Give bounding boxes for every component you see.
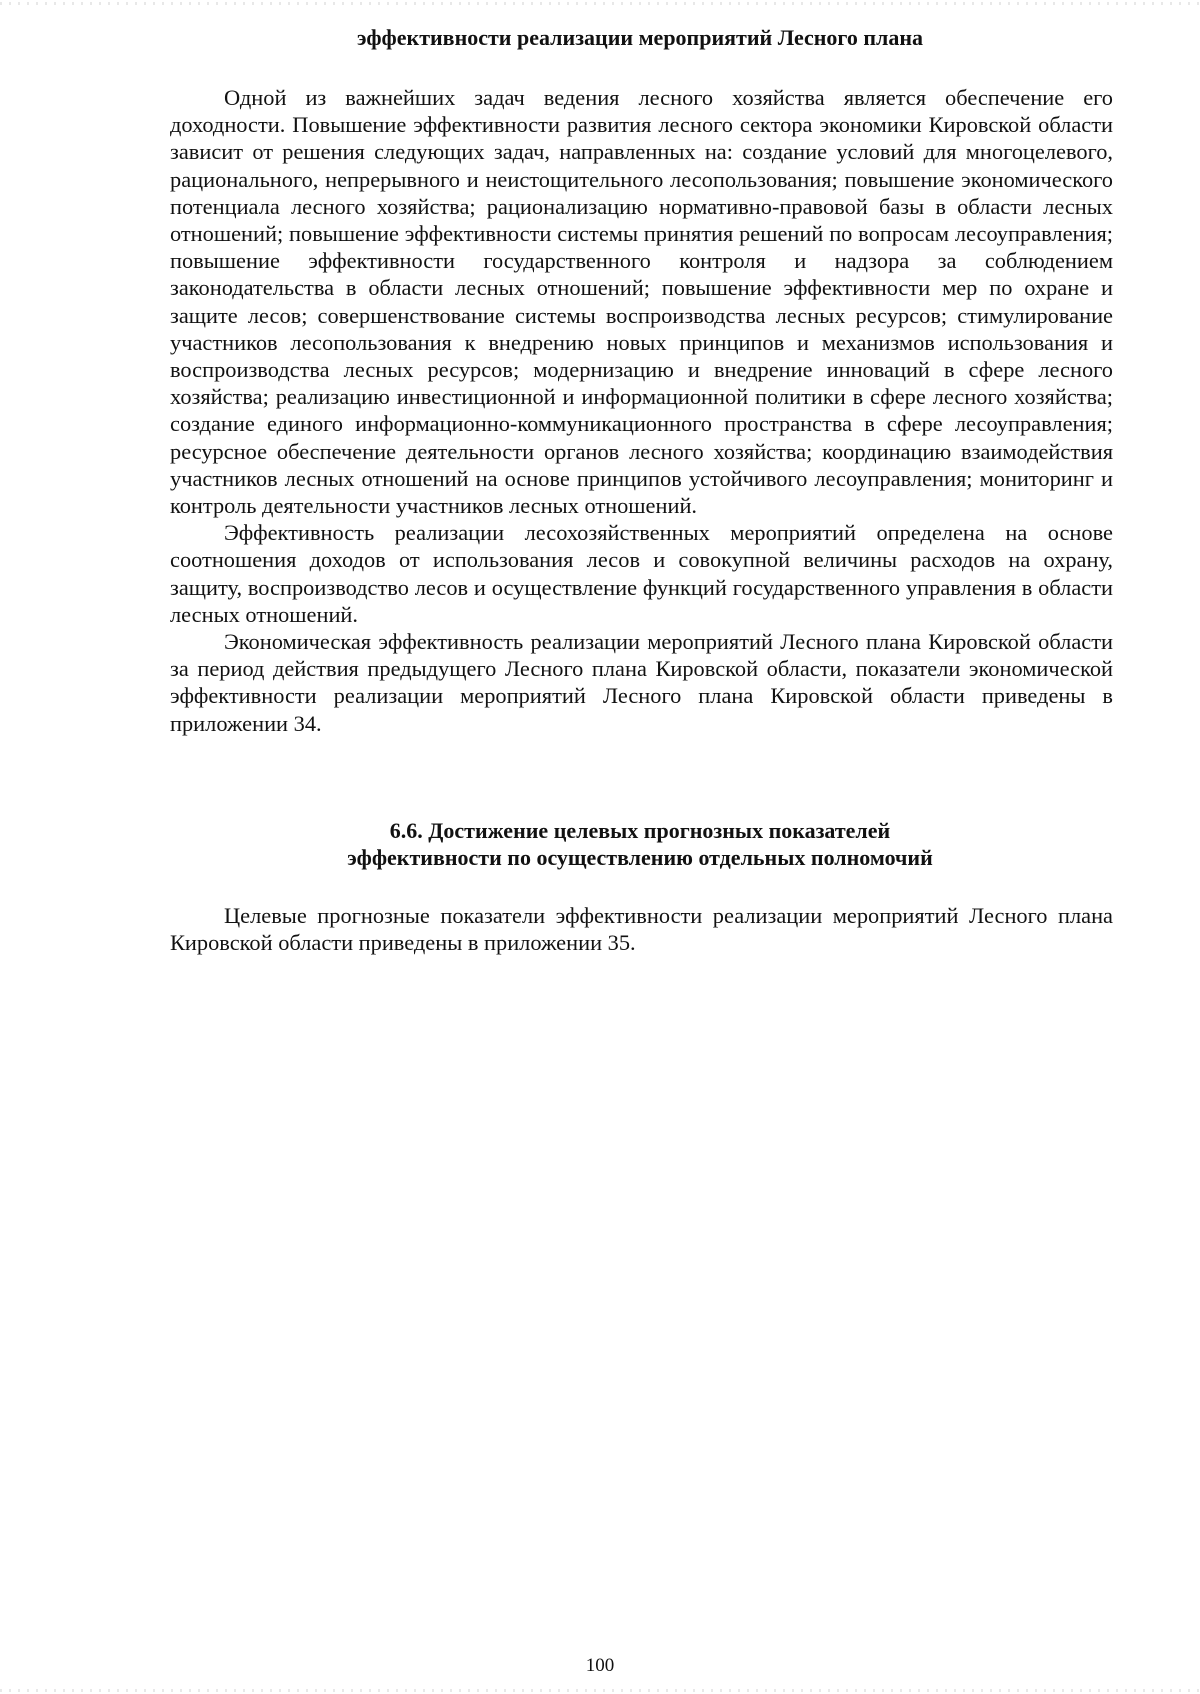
scan-edge-bottom [0, 1689, 1200, 1692]
paragraph: Экономическая эффективность реализации мероприятий Лесного плана Кировской области за период действия предыдущего Лесного плана Кировской области, показатели экономической эффективности реализации мероприятий Лесного плана Кировской области приведены в приложении 34. [170, 629, 1113, 736]
paragraph: Целевые прогнозные показатели эффективности реализации мероприятий Лесного плана Кировской области приведены в приложении 35. [170, 903, 1113, 956]
paragraph: Эффективность реализации лесохозяйственных мероприятий определена на основе соотношения доходов от использования лесов и совокупной величины расходов на охрану, защиту, воспроизводство лесов и осуществление функций государственного управления в области лесных отношений. [170, 520, 1113, 627]
section-heading [170, 817, 1110, 871]
continued-heading: эффективности реализации мероприятий Лесного плана [356, 25, 924, 50]
page-number: 100 [585, 1655, 615, 1676]
body-text-block [170, 902, 1113, 956]
body-text-block [170, 84, 1113, 737]
section-heading-line: эффективности по осуществлению отдельных полномочий [347, 845, 933, 870]
paragraph: Одной из важнейших задач ведения лесного хозяйства является обеспечение его доходности. Повышение эффективности развития лесного сектора экономики Кировской области зависит от решения следующих задач, направленных на: создание условий для многоцелевого, рационального, непрерывного и неистощительного лесопользования; повышение экономического потенциала лесного хозяйства; рационализацию нормативно-правовой базы в области лесных отношений; повышение эффективности системы принятия решений по вопросам лесоуправления; повышение эффективности государственного контроля и надзора за соблюдением законодательства в области лесных отношений; повышение эффективности мер по охране и защите лесов; совершенствование системы воспроизводства лесных ресурсов; стимулирование участников лесопользования к внедрению новых принципов и механизмов использования и воспроизводства лесных ресурсов; модернизацию и внедрение инноваций в сфере лесного хозяйства; реализацию инвестиционной и информационной политики в сфере лесного хозяйства; создание единого информационно-коммуникационного пространства в сфере лесоуправления; ресурсное обеспечение деятельности органов лесного хозяйства; координацию взаимодействия участников лесных отношений на основе принципов устойчивого лесоуправления; мониторинг и контроль деятельности участников лесных отношений. [170, 85, 1113, 519]
scan-edge-top [0, 2, 1200, 5]
section-heading-line: 6.6. Достижение целевых прогнозных показателей [389, 818, 891, 843]
